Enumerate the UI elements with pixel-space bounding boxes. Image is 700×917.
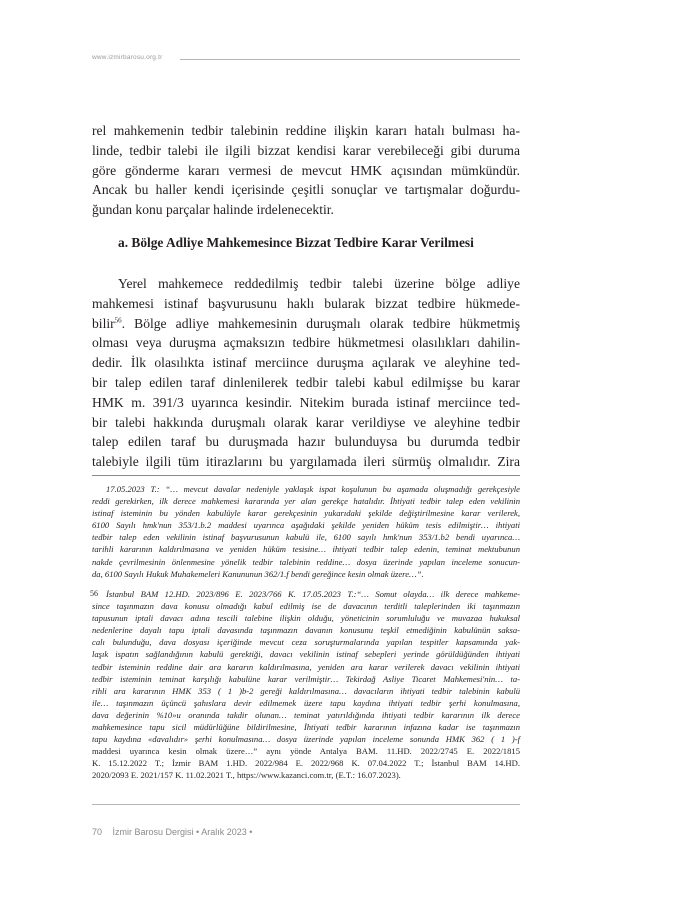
footnote-55-line: 6100 Sayılı hmk'nun 353/1.b.2 maddesi uyarınca aşağıdaki şekilde yeniden hüküm tesis edilmiştir… ihtiyati <box>92 520 520 531</box>
paragraph-2-text: . Bölge adliye mahkemesinin duruşmalı olarak tedbire hükmetmiş <box>121 315 520 331</box>
footnote-56-line: tapusunun iptali davacı adına tescili talebine ilişkin olduğu, yöneticinin sorumluluğu ve muvazaa hukuksal <box>92 613 520 624</box>
footer-rule <box>92 804 520 805</box>
paragraph-1-line: rel mahkemenin tedbir talebinin reddine ilişkin kararı hatalı bulması ha- <box>92 123 520 138</box>
paragraph-2-line <box>92 314 520 334</box>
footnote-55-line: tarihli kararının kaldırılmasına ve yeniden hüküm tesisine… ihtiyati tedbir talep edenin, teminat mektubunun <box>92 544 520 555</box>
paragraph-2-line: talep edilen taraf bu duruşmada hazır bulunduysa bu durumda tedbir <box>92 434 520 450</box>
footnote-55-line: istinaf isteminin bu yönden kabulüyle karar gerekçesinin yukarıdaki şekilde değiştirilmesine karar verilerek, <box>92 508 520 519</box>
footnote-56 <box>92 588 520 782</box>
paragraph-2 <box>92 274 520 472</box>
footnote-55-line: reddi gerekirken, ilk derece mahkemesi kararında yer alan gerekçe hatalıdır. İhtiyati tedbir talep eden vekilinin <box>92 496 520 507</box>
footnote-56-line: tedbir isteminin teminat karşılığı kabulüne karar verilmiştir… Tekirdağ Asliye Ticaret Mahkemesi'nin… ta- <box>92 673 520 684</box>
footnote-56-line: dava değerinin %10»u oranında takdir olunan… teminat yatırıldığında ihtiyati tedbir kararının ilk derece <box>92 709 520 720</box>
section-heading: a. Bölge Adliye Mahkemesince Bizzat Tedbire Karar Verilmesi <box>118 235 474 250</box>
header-rule <box>180 59 520 60</box>
paragraph-1-line: linde, tedbir talebi ile ilgili bizzat kendisi karar verebileceği gibi duruma <box>92 142 520 158</box>
footnote-56-line: 2020/2093 E. 2021/157 K. 11.02.2021 T., https://www.kazanci.com.tr, (E.T.: 16.07.2023). <box>92 770 401 781</box>
paragraph-2-line: bir talep edilen taraf dinlenilerek tedbir talebi kabul edilmişse bu karar <box>92 374 520 390</box>
footnote-56-line: since taşınmazın dava konusu olmadığı kabul edilmiş ise de davacının terditli taleplerinden iki taşınmazın <box>92 601 520 612</box>
paragraph-2-line: Yerel mahkemece reddedilmiş tedbir talebi üzerine bölge adliye <box>118 276 520 291</box>
paragraph-2-line: talebiyle ilgili tüm itirazlarını bu yargılamada ileri sürmüş olmalıdır. Zira <box>92 454 520 470</box>
footnote-55-line: nakde çevrilmesinin önlenmesine yönelik tedbir talebinin reddine… dosya üzerinde yapılan inceleme sonucun- <box>92 556 520 567</box>
footnote-55 <box>92 483 520 580</box>
paragraph-1 <box>92 121 520 220</box>
footnote-56-line: calı bulunduğu, dava dosyası içeriğinde mevcut ceza soruşturmalarında yapılan tespitler kapsamında yak- <box>92 637 520 648</box>
footnote-56-line: tedbir isteminin reddine dair ara kararın kaldırılmasına, yeniden ara karar verilerek davacı vekilinin ihtiyati <box>92 661 520 672</box>
footnote-56-line: K. 15.12.2022 T.; İzmir BAM 1.HD. 2022/984 E. 2022/968 K. 07.04.2022 T.; İstanbul BAM 14.HD. <box>92 758 520 769</box>
footnote-55-line: tedbir talep eden vekilinin istinaf başvurusunun kabulü ile, 6100 sayılı hmk'nun 353/1.b2 bendi uyarınca… <box>92 532 520 543</box>
paragraph-1-line: ğundan konu parçalar halinde irdelenecektir. <box>92 202 334 218</box>
footnote-56-line: maddesi uyarınca kesin olmak üzere…” aynı yönde Antalya BAM. 11.HD. 2022/2745 E. 2022/1815 <box>92 746 520 757</box>
footnote-56-number: 56 <box>90 589 98 598</box>
footnote-56-line: laşık ispatın sağlandığının kabulü gerektiği, davacı vekilinin istinaf sebepleri yerinde görüldüğünden ihtiyati <box>92 649 520 660</box>
footnote-55-line: da, 6100 Sayılı Hukuk Muhakemeleri Kanununun 362/1.f bendi gereğince kesin olmak üzere…”. <box>92 568 424 579</box>
paragraph-2-text: bilir <box>92 315 115 331</box>
footnote-55-line: 17.05.2023 T.: “… mevcut davalar nedeniyle yaklaşık ispat koşulunun bu aşamada oluşmadığı gerekçesiyle <box>106 484 520 494</box>
paragraph-2-line: HMK m. 391/3 uyarınca kesindir. Nitekim burada istinaf merciince ted- <box>92 394 520 410</box>
footnote-56-line: İstanbul BAM 12.HD. 2023/896 E. 2023/766 K. 17.05.2023 T.:“… Somut olayda… ilk derece mahkeme- <box>106 589 520 599</box>
paragraph-2-line: dedir. İlk olasılıkta istinaf merciince duruşma açılarak ve aleyhine ted- <box>92 355 520 371</box>
header-url: www.izmirbarosu.org.tr <box>92 54 163 61</box>
footnote-separator <box>92 475 520 476</box>
paragraph-2-line: mahkemesi istinaf başvurusunu haklı bularak bizzat tedbire hükmede- <box>92 295 520 311</box>
paragraph-2-line: olması veya duruşma açmaksızın tedbire hükmetmesi olasılıkları dahilin- <box>92 335 520 351</box>
footnote-56-line: tapu kaydına «davalıdır» şerhi konulmasına… dosya üzerinde yapılan inceleme sonunda HMK 362 ( 1 )-f <box>92 734 520 745</box>
footnote-56-line: nedenlerine dayalı tapu iptali davasında taşınmazın davanın konusunu teşkil etmediğinin kabulünün saksa- <box>92 625 520 636</box>
paragraph-1-line: göre gönderme kararı vermesi de mevcut HMK açısından mümkündür. <box>92 162 520 178</box>
page-number: 70 <box>92 827 103 837</box>
paragraph-2-line: bir talebi hakkında duruşmalı olarak karar verildiyse ve aleyhine tedbir <box>92 414 520 430</box>
journal-name: İzmir Barosu Dergisi • Aralık 2023 • <box>112 827 253 837</box>
footnote-56-line: rihli ara kararının HMK 353 ( 1 )b-2 gereği kaldırılmasına… davacıların ihtiyati tedbir talebinin kabulü <box>92 685 520 696</box>
paragraph-1-line: Ancak bu haller kendi içerisinde çeşitli sonuçlar ve tartışmalar doğurdu- <box>92 182 520 198</box>
footnote-56-line: ile… taşınmazın üçüncü şahıslara devir edilmemek üzere tapu kaydına ihtiyati tedbir şerhi konulmasına, <box>92 697 520 708</box>
footnote-ref-56[interactable]: 56 <box>114 316 122 325</box>
footnote-56-line: mahkemesince tapu sicil müdürlüğüne bildirilmesine, İhtiyati tedbir kararının infazına kadar ise taşınmazın <box>92 722 520 733</box>
page-footer <box>92 827 252 837</box>
